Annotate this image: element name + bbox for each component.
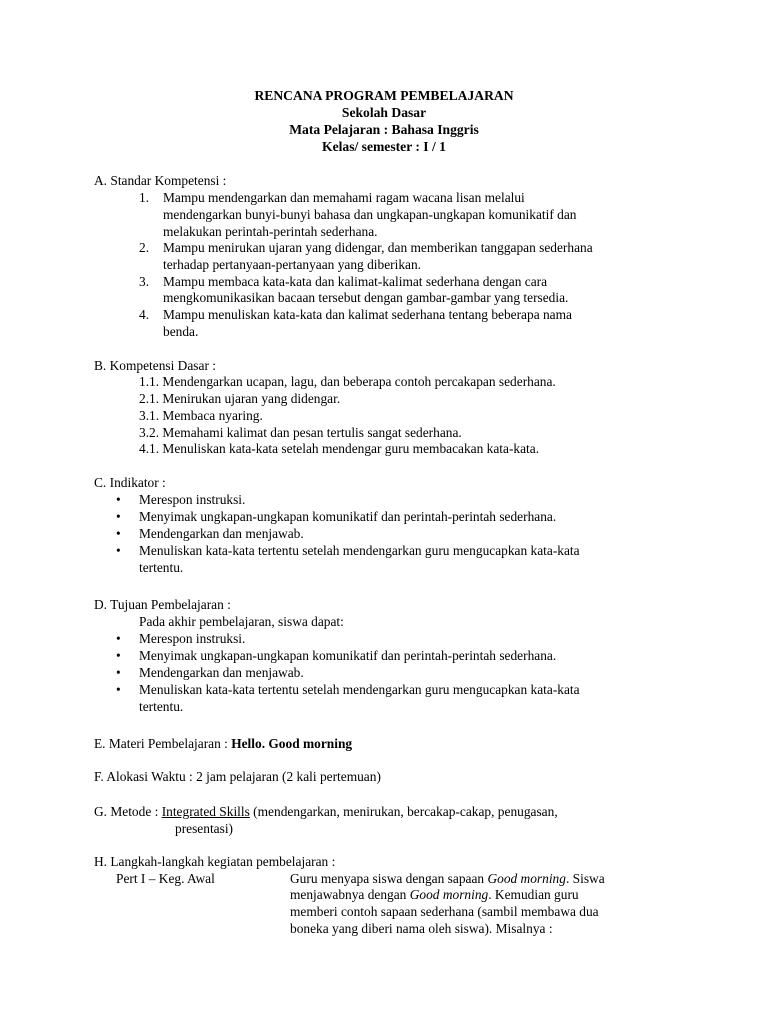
section-c-heading: C. Indikator :: [94, 475, 166, 490]
section-e-value: Hello. Good morning: [231, 736, 353, 751]
list-item: Merespon instruksi.: [139, 492, 246, 507]
section-b-heading: B. Kompetensi Dasar :: [94, 358, 216, 373]
list-item-line: melakukan perintah-perintah sederhana.: [163, 224, 378, 239]
list-item: 3.1. Membaca nyaring.: [139, 408, 263, 423]
list-item-line: terhadap pertanyaan-pertanyaan yang diberikan.: [163, 257, 422, 272]
section-h-heading: H. Langkah-langkah kegiatan pembelajaran :: [94, 854, 336, 869]
list-item: 4.1. Menuliskan kata-kata setelah mendengar guru membacakan kata-kata.: [139, 441, 540, 456]
list-item-line: Mampu mendengarkan dan memahami ragam wacana lisan melalui: [163, 190, 525, 205]
list-item: Menuliskan kata-kata tertentu setelah mendengarkan guru mengucapkan kata-kata: [139, 543, 580, 558]
section-d-intro: Pada akhir pembelajaran, siswa dapat:: [139, 614, 344, 629]
step-text: . Siswa: [565, 871, 605, 886]
step-text-line: boneka yang diberi nama oleh siswa). Misalnya :: [290, 921, 553, 936]
integrated-skills-link: Integrated Skills: [161, 804, 250, 819]
step-text-line: [290, 886, 579, 903]
bullet-icon: •: [116, 648, 121, 663]
bullet-icon: •: [116, 682, 121, 697]
list-item-line: Mampu menirukan ujaran yang didengar, dan memberikan tanggapan sederhana: [163, 240, 593, 255]
step-text: . Kemudian guru: [488, 887, 579, 902]
section-e-line: [94, 735, 352, 752]
bullet-icon: •: [116, 509, 121, 524]
list-item-line: mendengarkan bunyi-bunyi bahasa dan ungkapan-ungkapan komunikatif dan: [163, 207, 577, 222]
section-d-heading: D. Tujuan Pembelajaran :: [94, 597, 231, 612]
list-item: Menyimak ungkapan-ungkapan komunikatif dan perintah-perintah sederhana.: [139, 648, 557, 663]
list-item: Merespon instruksi.: [139, 631, 246, 646]
section-g-continuation: presentasi): [175, 821, 234, 836]
step-text: menjawabnya dengan: [290, 887, 410, 902]
list-item: 2.1. Menirukan ujaran yang didengar.: [139, 391, 341, 406]
list-item: 1.1. Mendengarkan ucapan, lagu, dan beberapa contoh percakapan sederhana.: [139, 374, 556, 389]
step-text-line: memberi contoh sapaan sederhana (sambil membawa dua: [290, 904, 599, 919]
bullet-icon: •: [116, 665, 121, 680]
list-number: 2.: [139, 240, 150, 255]
school-level: Sekolah Dasar: [341, 105, 427, 120]
bullet-icon: •: [116, 492, 121, 507]
section-e-label: E. Materi Pembelajaran :: [94, 736, 232, 751]
list-item: Mendengarkan dan menjawab.: [139, 526, 304, 541]
list-item: Menyimak ungkapan-ungkapan komunikatif dan perintah-perintah sederhana.: [139, 509, 557, 524]
document-title: RENCANA PROGRAM PEMBELAJARAN: [254, 88, 514, 103]
section-f-line: F. Alokasi Waktu : 2 jam pelajaran (2 kali pertemuan): [94, 769, 381, 784]
step-text-line: [290, 870, 605, 887]
step-label: Pert I – Keg. Awal: [116, 871, 215, 886]
section-a-heading: A. Standar Kompetensi :: [94, 173, 227, 188]
grade-semester-line: Kelas/ semester : I / 1: [322, 139, 446, 154]
list-item-continuation: tertentu.: [139, 560, 184, 575]
section-g-rest: (mendengarkan, menirukan, bercakap-cakap, penugasan,: [249, 804, 558, 819]
list-item-line: Mampu membaca kata-kata dan kalimat-kalimat sederhana dengan cara: [163, 274, 548, 289]
list-number: 3.: [139, 274, 150, 289]
list-number: 1.: [139, 190, 150, 205]
step-text-italic: Good morning: [487, 871, 566, 886]
list-number: 4.: [139, 307, 150, 322]
step-text: Guru menyapa siswa dengan sapaan: [290, 871, 488, 886]
section-g-label: G. Metode :: [94, 804, 162, 819]
list-item-line: Mampu menuliskan kata-kata dan kalimat sederhana tentang beberapa nama: [163, 307, 572, 322]
subject-line: Mata Pelajaran : Bahasa Inggris: [289, 122, 479, 137]
list-item: 3.2. Memahami kalimat dan pesan tertulis sangat sederhana.: [139, 425, 462, 440]
list-item: Mendengarkan dan menjawab.: [139, 665, 304, 680]
list-item: Menuliskan kata-kata tertentu setelah mendengarkan guru mengucapkan kata-kata: [139, 682, 580, 697]
bullet-icon: •: [116, 543, 121, 558]
step-text-italic: Good morning: [409, 887, 489, 902]
bullet-icon: •: [116, 631, 121, 646]
list-item-line: mengkomunikasikan bacaan tersebut dengan gambar-gambar yang tersedia.: [163, 290, 569, 305]
bullet-icon: •: [116, 526, 121, 541]
list-item-line: benda.: [163, 324, 199, 339]
list-item-continuation: tertentu.: [139, 699, 184, 714]
section-g-line: [94, 803, 558, 820]
